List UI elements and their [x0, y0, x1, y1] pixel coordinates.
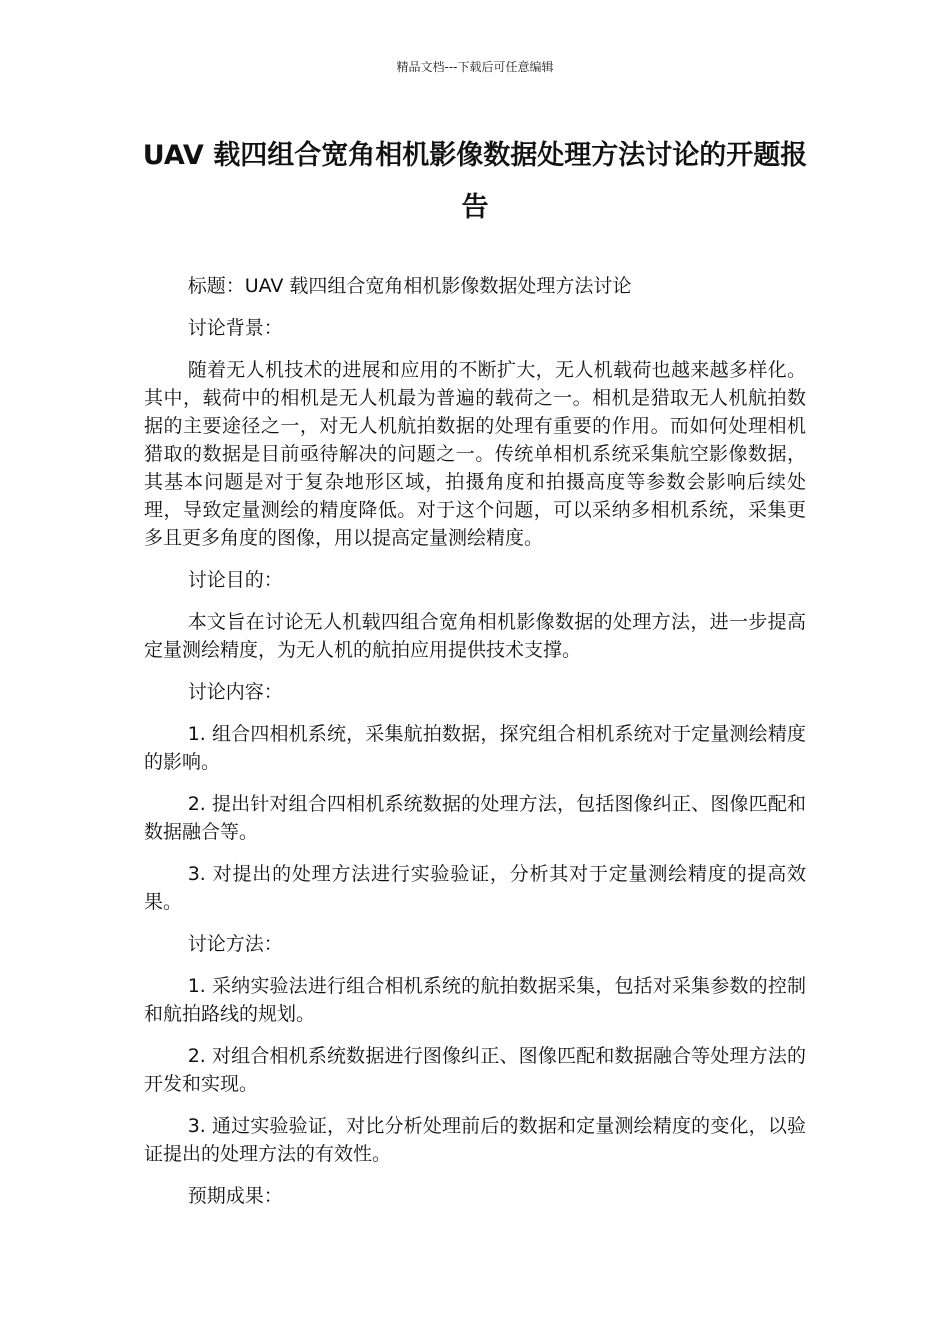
section-heading-method: 讨论方法：	[187, 933, 283, 955]
section-heading-purpose: 讨论目的：	[187, 569, 283, 591]
list-item-method-3: 3. 通过实验验证，对比分析处理前后的数据和定量测绘精度的变化，以验证提出的处理方法的有效性。	[144, 1115, 806, 1165]
document-body	[144, 272, 806, 1224]
paragraph-purpose: 本文旨在讨论无人机载四组合宽角相机影像数据的处理方法，进一步提高定量测绘精度，为无人机的航拍应用提供技术支撑。	[144, 611, 806, 661]
paragraph-title-line: 标题：UAV 载四组合宽角相机影像数据处理方法讨论	[187, 275, 632, 297]
paragraph-background: 随着无人机技术的进展和应用的不断扩大，无人机载荷也越来越多样化。其中，载荷中的相机是无人机最为普遍的载荷之一。相机是猎取无人机航拍数据的主要途径之一，对无人机航拍数据的处理有重要的作用。而如何处理相机猎取的数据是目前亟待解决的问题之一。传统单相机系统采集航空影像数据，其基本问题是对于复杂地形区域，拍摄角度和拍摄高度等参数会影响后续处理，导致定量测绘的精度降低。对于这个问题，可以采纳多相机系统，采集更多且更多角度的图像，用以提高定量测绘精度。	[144, 359, 806, 549]
list-item-content-1: 1. 组合四相机系统，采集航拍数据，探究组合相机系统对于定量测绘精度的影响。	[144, 723, 806, 773]
list-item-content-2: 2. 提出针对组合四相机系统数据的处理方法，包括图像纠正、图像匹配和数据融合等。	[144, 793, 806, 843]
section-heading-background: 讨论背景：	[187, 317, 283, 339]
document-title: UAV 载四组合宽角相机影像数据处理方法讨论的开题报告	[142, 140, 808, 223]
list-item-method-1: 1. 采纳实验法进行组合相机系统的航拍数据采集，包括对采集参数的控制和航拍路线的规划。	[144, 975, 806, 1025]
list-item-content-3: 3. 对提出的处理方法进行实验验证，分析其对于定量测绘精度的提高效果。	[144, 863, 806, 913]
section-heading-expected-results: 预期成果：	[187, 1185, 283, 1207]
section-heading-content: 讨论内容：	[187, 681, 283, 703]
header-note: 精品文档---下载后可任意编辑	[396, 60, 554, 74]
list-item-method-2: 2. 对组合相机系统数据进行图像纠正、图像匹配和数据融合等处理方法的开发和实现。	[144, 1045, 806, 1095]
